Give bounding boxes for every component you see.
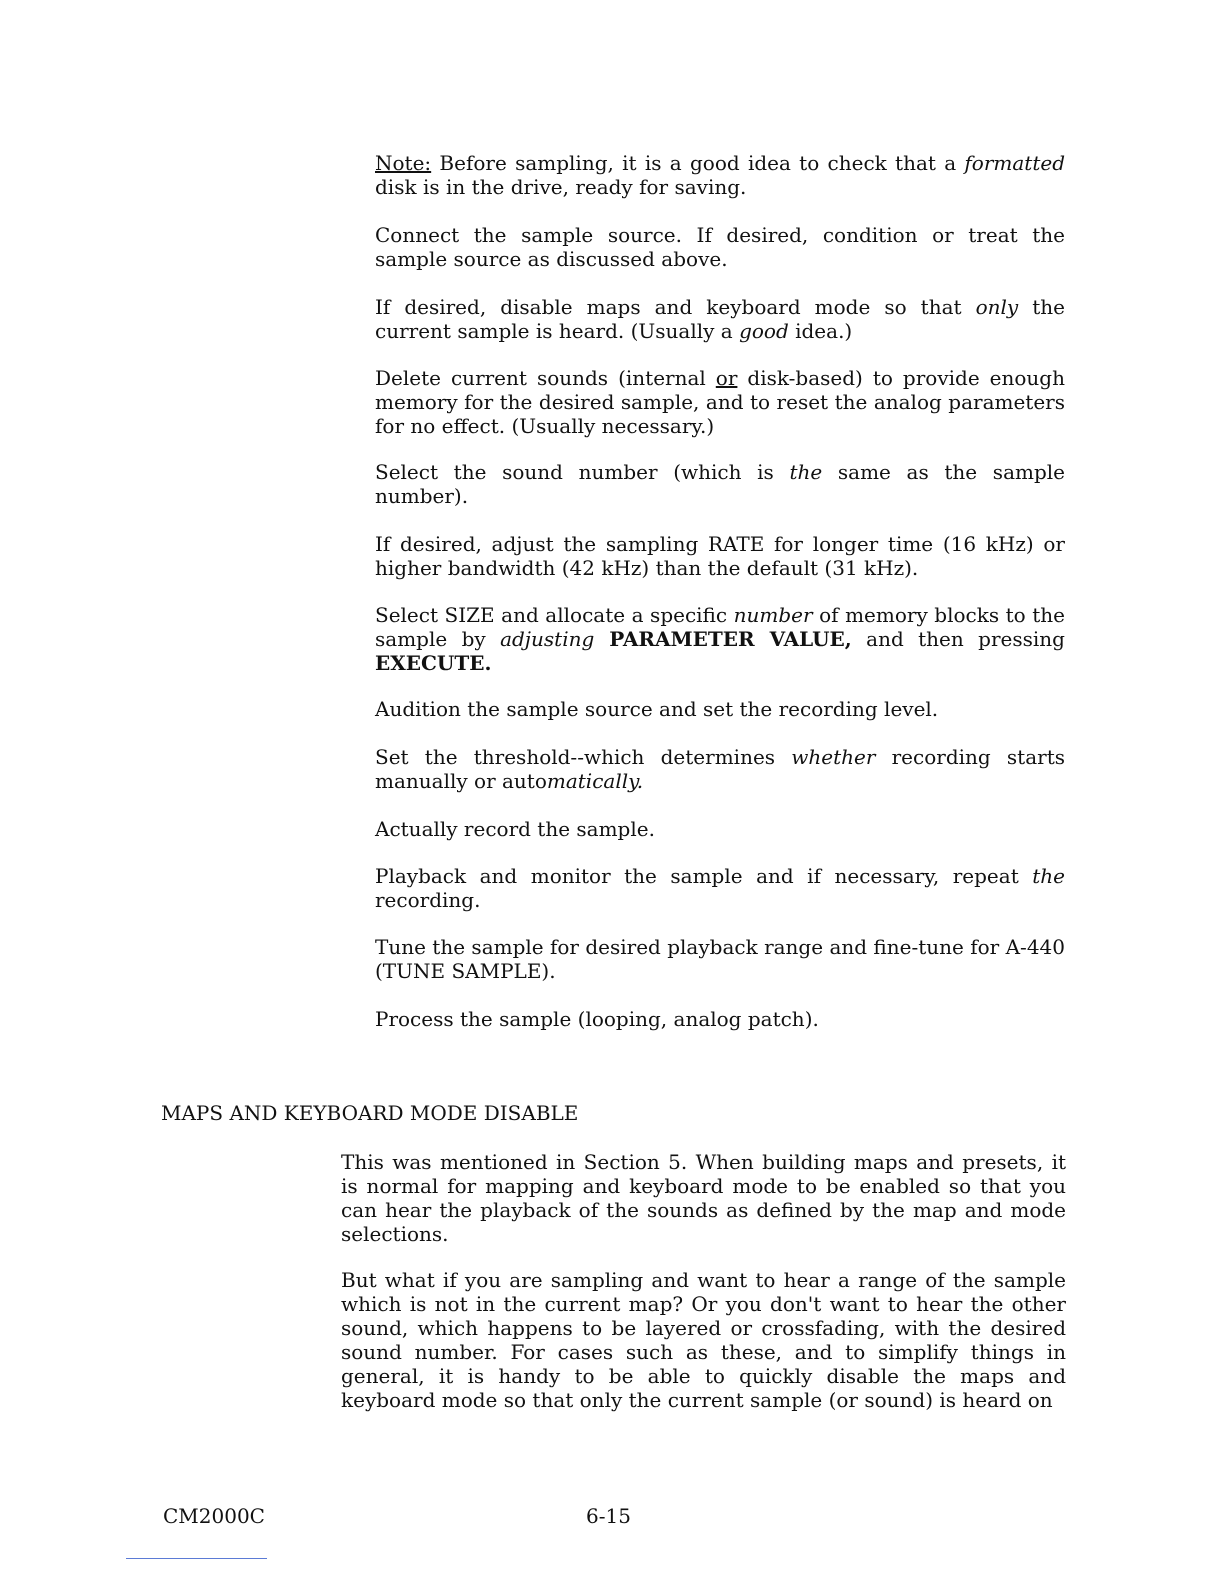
step-select-sound-number: Select the sound number (which is the same as the sample number). [375, 460, 1065, 508]
section-paragraph-2: But what if you are sampling and want to hear a range of the sample which is not in the current map? Or you don't want to hear the other sound, which happens to be layered or crossfading, with the desired sound number. For cases such as these, and to simplify things in general, it is handy to be able to quickly disable the maps and keyboard mode so that only the current sample (or sound) is heard on [341, 1268, 1066, 1412]
step-record: Actually record the sample. [375, 817, 655, 841]
note-label: Note: [375, 151, 432, 175]
step-tune: Tune the sample for desired playback range and fine-tune for A-440 (TUNE SAMPLE). [375, 935, 1065, 983]
step-connect-source: Connect the sample source. If desired, condition or treat the sample source as discussed above. [375, 223, 1065, 271]
step-threshold: Set the threshold--which determines whether recording starts manually or automatically. [375, 745, 1065, 793]
footer-divider [126, 1558, 267, 1559]
section-heading: MAPS AND KEYBOARD MODE DISABLE [161, 1101, 579, 1125]
step-note: Note: Before sampling, it is a good idea to check that a formatted disk is in the drive, ready for saving. [375, 151, 1065, 199]
step-audition: Audition the sample source and set the recording level. [375, 697, 939, 721]
step-playback: Playback and monitor the sample and if necessary, repeat the recording. [375, 864, 1065, 912]
page-number: 6-15 [586, 1504, 631, 1528]
step-select-size: Select SIZE and allocate a specific number of memory blocks to the sample by adjusting PARAMETER VALUE, and then pressing EXECUTE. [375, 603, 1066, 675]
section-paragraph-1: This was mentioned in Section 5. When building maps and presets, it is normal for mapping and keyboard mode to be enabled so that you can hear the playback of the sounds as defined by the map and mode selections. [341, 1150, 1066, 1246]
document-id: CM2000C [163, 1504, 265, 1528]
step-delete-sounds: Delete current sounds (internal or disk-based) to provide enough memory for the desired sample, and to reset the analog parameters for no effect. (Usually necessary.) [375, 366, 1065, 438]
step-process: Process the sample (looping, analog patch). [375, 1007, 819, 1031]
step-disable-maps: If desired, disable maps and keyboard mode so that only the current sample is heard. (Usually a good idea.) [375, 295, 1065, 343]
step-adjust-rate: If desired, adjust the sampling RATE for longer time (16 kHz) or higher bandwidth (42 kHz) than the default (31 kHz). [375, 532, 1065, 580]
